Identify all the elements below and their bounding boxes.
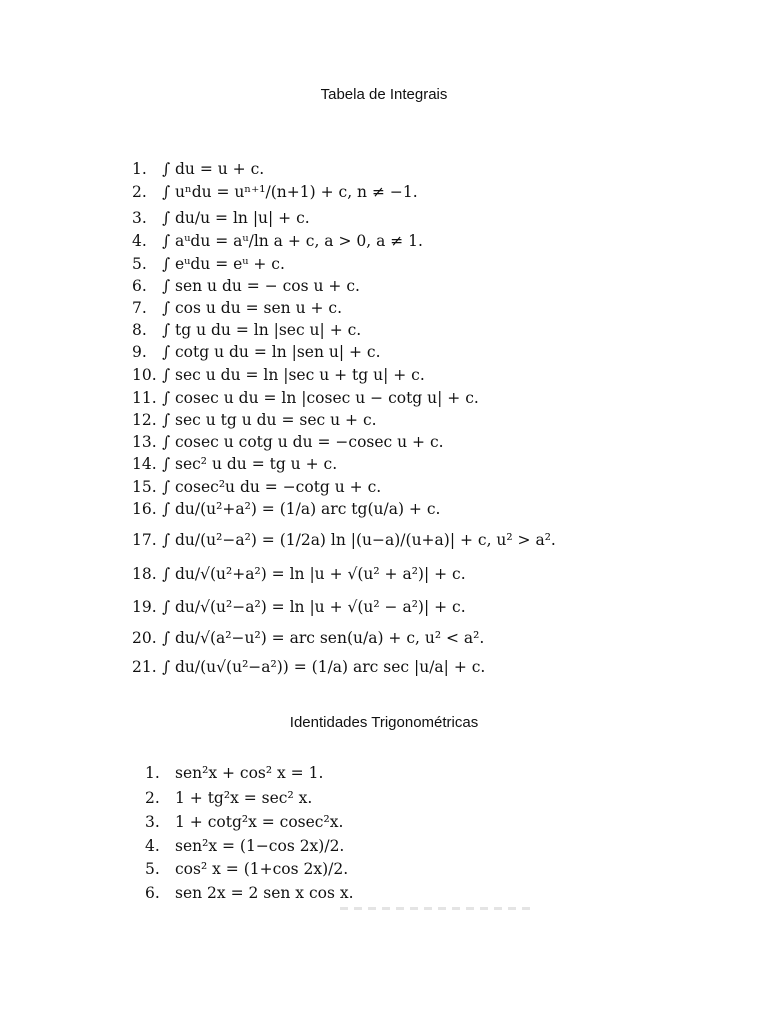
item-number: 18. bbox=[132, 565, 157, 583]
item-number: 10. bbox=[132, 366, 157, 384]
formula: ∫ du/√(u²+a²) = ln |u + √(u² + a²)| + c. bbox=[162, 565, 466, 583]
formula: ∫ du = u + c. bbox=[162, 160, 265, 178]
formula: ∫ sec u tg u du = sec u + c. bbox=[162, 411, 377, 429]
identity-row bbox=[145, 862, 348, 878]
identity-row bbox=[145, 766, 323, 782]
formula: ∫ du/(u²+a²) = (1/a) arc tg(u/a) + c. bbox=[162, 500, 441, 518]
item-number: 2. bbox=[145, 789, 160, 807]
item-number: 16. bbox=[132, 500, 157, 518]
item-number: 4. bbox=[145, 837, 160, 855]
formula: ∫ du/u = ln |u| + c. bbox=[162, 209, 310, 227]
formula: ∫ cosec u cotg u du = −cosec u + c. bbox=[162, 433, 444, 451]
item-number: 2. bbox=[132, 183, 147, 201]
formula: ∫ cosec²u du = −cotg u + c. bbox=[162, 478, 382, 496]
page-title: Tabela de Integrais bbox=[320, 86, 448, 103]
item-number: 8. bbox=[132, 321, 147, 339]
item-number: 21. bbox=[132, 658, 157, 676]
item-number: 11. bbox=[132, 389, 157, 407]
formula: 1 + tg²x = sec² x. bbox=[175, 789, 313, 807]
item-number: 5. bbox=[132, 255, 147, 273]
formula: ∫ eᵘdu = eᵘ + c. bbox=[162, 255, 285, 273]
formula: cos² x = (1+cos 2x)/2. bbox=[175, 860, 349, 878]
formula: ∫ du/(u²−a²) = (1/2a) ln |(u−a)/(u+a)| + c, u² > a². bbox=[162, 531, 556, 549]
item-number: 4. bbox=[132, 232, 147, 250]
formula: ∫ sec u du = ln |sec u + tg u| + c. bbox=[162, 366, 425, 384]
identity-row bbox=[145, 886, 354, 902]
formula: sen²x = (1−cos 2x)/2. bbox=[175, 837, 345, 855]
formula: ∫ tg u du = ln |sec u| + c. bbox=[162, 321, 362, 339]
formula: ∫ sec² u du = tg u + c. bbox=[162, 455, 338, 473]
item-number: 15. bbox=[132, 478, 157, 496]
formula: ∫ du/√(a²−u²) = arc sen(u/a) + c, u² < a². bbox=[162, 629, 485, 647]
formula: ∫ sen u du = − cos u + c. bbox=[162, 277, 360, 295]
item-number: 6. bbox=[145, 884, 160, 902]
item-number: 1. bbox=[132, 160, 147, 178]
section-title: Identidades Trigonométricas bbox=[289, 714, 479, 731]
identity-row bbox=[145, 839, 344, 855]
item-number: 7. bbox=[132, 299, 147, 317]
item-number: 5. bbox=[145, 860, 160, 878]
formula: 1 + cotg²x = cosec²x. bbox=[175, 813, 344, 831]
item-number: 14. bbox=[132, 455, 157, 473]
formula: ∫ cosec u du = ln |cosec u − cotg u| + c. bbox=[162, 389, 479, 407]
item-number: 17. bbox=[132, 531, 157, 549]
item-number: 12. bbox=[132, 411, 157, 429]
item-number: 6. bbox=[132, 277, 147, 295]
formula: ∫ du/√(u²−a²) = ln |u + √(u² − a²)| + c. bbox=[162, 598, 466, 616]
formula: ∫ du/(u√(u²−a²)) = (1/a) arc sec |u/a| + c. bbox=[162, 658, 486, 676]
item-number: 20. bbox=[132, 629, 157, 647]
formula: ∫ cos u du = sen u + c. bbox=[162, 299, 343, 317]
formula: ∫ cotg u du = ln |sen u| + c. bbox=[162, 343, 381, 361]
item-number: 9. bbox=[132, 343, 147, 361]
scan-artifact bbox=[340, 907, 530, 910]
identity-row bbox=[145, 791, 312, 807]
item-number: 19. bbox=[132, 598, 157, 616]
item-number: 13. bbox=[132, 433, 157, 451]
item-number: 1. bbox=[145, 764, 160, 782]
item-number: 3. bbox=[132, 209, 147, 227]
item-number: 3. bbox=[145, 813, 160, 831]
formula: sen²x + cos² x = 1. bbox=[175, 764, 324, 782]
formula: ∫ uⁿdu = uⁿ⁺¹/(n+1) + c, n ≠ −1. bbox=[162, 183, 418, 201]
formula: ∫ aᵘdu = aᵘ/ln a + c, a > 0, a ≠ 1. bbox=[162, 232, 423, 250]
identity-row bbox=[145, 815, 343, 831]
formula: sen 2x = 2 sen x cos x. bbox=[175, 884, 354, 902]
